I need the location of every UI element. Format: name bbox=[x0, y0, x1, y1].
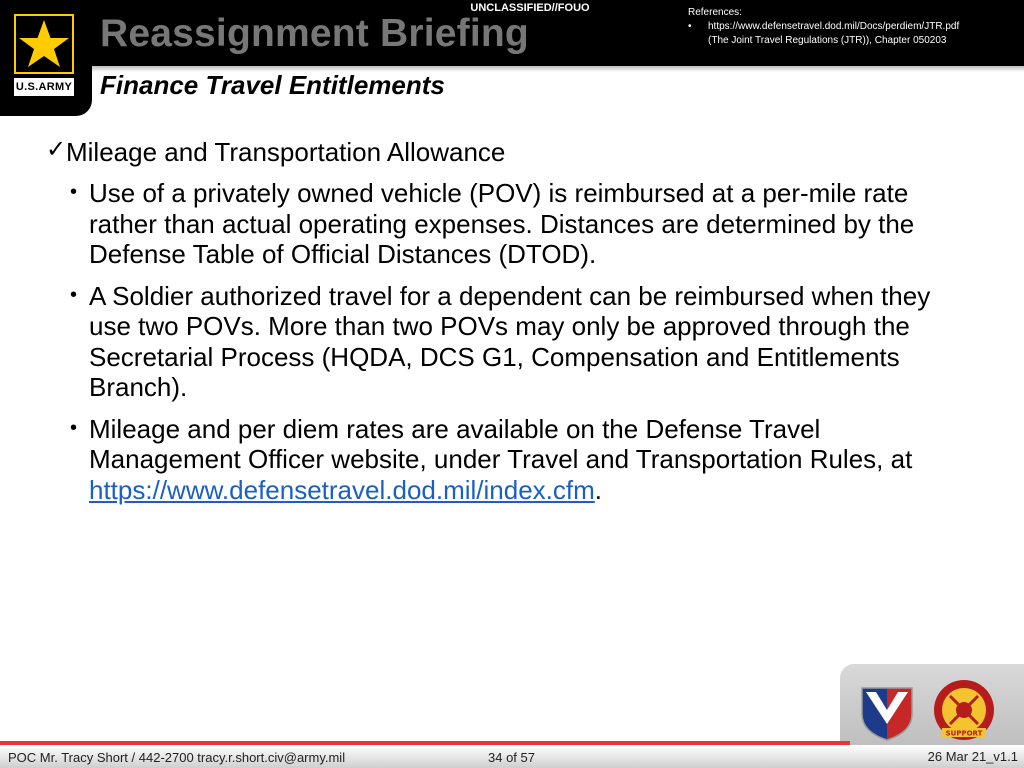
support-command-crest-icon bbox=[932, 678, 996, 742]
bullet-item-pov-reimbursement bbox=[46, 178, 976, 270]
page-subtitle: Finance Travel Entitlements bbox=[100, 70, 445, 100]
slide-body bbox=[46, 136, 976, 516]
bullet-list bbox=[46, 178, 976, 505]
dtmo-website-link[interactable]: https://www.defensetravel.dod.mil/index.cfm bbox=[89, 474, 595, 505]
reference-item bbox=[688, 20, 1018, 48]
crest-label: SUPPORT bbox=[945, 729, 983, 738]
emblem-panel bbox=[840, 664, 1024, 750]
classification-marking: UNCLASSIFIED//FOUO bbox=[470, 2, 590, 14]
footer-poc: POC Mr. Tracy Short / 442-2700 tracy.r.short.civ@army.mil bbox=[8, 750, 346, 765]
references-title: References: bbox=[688, 7, 742, 18]
army-materiel-command-shield-icon bbox=[858, 684, 916, 742]
page-title: Reassignment Briefing bbox=[100, 12, 529, 55]
footer-date-version: 26 Mar 21_v1.1 bbox=[927, 749, 1018, 764]
bullet-icon: • bbox=[70, 416, 78, 439]
bullet-icon: • bbox=[70, 181, 78, 203]
bullet-text-end: . bbox=[594, 474, 603, 505]
bullet-icon: • bbox=[688, 21, 692, 32]
army-star-icon bbox=[14, 14, 74, 74]
bullet-text: Mileage and per diem rates are available on the Defense Travel Management Officer website, under Travel and Transportation Rules, at bbox=[89, 413, 913, 474]
bullet-text: Use of a privately owned vehicle (POV) is reimbursed at a per-mile rate rather than actual operating expenses. Distances are determined by the Defense Table of Official Distances (DTOD). bbox=[89, 178, 915, 269]
army-logo bbox=[0, 0, 92, 116]
checkmark-icon: ✓ bbox=[46, 136, 67, 163]
bullet-text: A Soldier authorized travel for a dependent can be reimbursed when they use two POVs. More than two POVs may only be approved through the Secretarial Process (HQDA, DCS G1, Compensation and Entitlements Branch). bbox=[89, 280, 931, 402]
bullet-item-two-povs bbox=[46, 281, 976, 403]
bullet-icon: • bbox=[70, 283, 78, 306]
section-heading bbox=[46, 136, 976, 168]
reference-description: (The Joint Travel Regulations (JTR)), Chapter 050203 bbox=[708, 35, 947, 46]
reference-url: https://www.defensetravel.dod.mil/Docs/perdiem/JTR.pdf bbox=[708, 21, 960, 32]
section-heading-text: Mileage and Transportation Allowance bbox=[66, 137, 506, 167]
page-number: 34 of 57 bbox=[488, 750, 535, 765]
army-logo-text: U.S.ARMY bbox=[14, 78, 74, 96]
bullet-item-mileage-rates bbox=[46, 414, 976, 506]
references-panel bbox=[688, 6, 1018, 48]
